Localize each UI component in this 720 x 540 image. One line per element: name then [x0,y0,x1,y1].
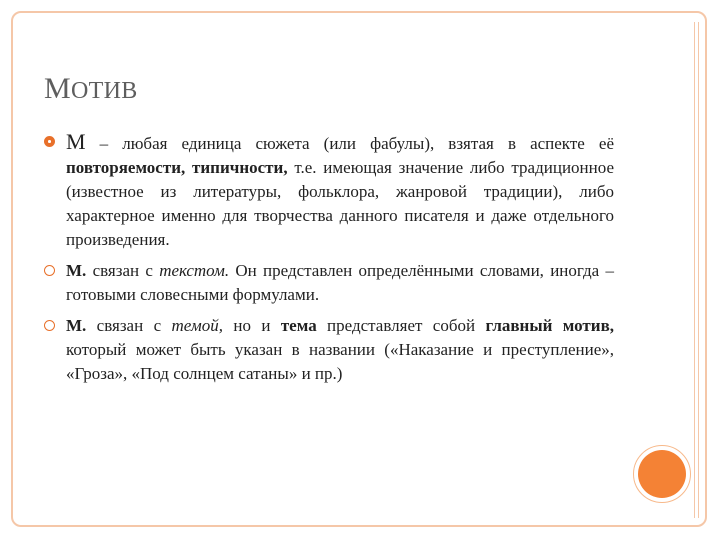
item-text: но и [223,316,281,335]
slide-title-initial: М [44,72,71,105]
item-text: – любая единица сюжета (или фабулы), взятая в аспекте её [85,134,614,153]
item-lead: М. [66,316,87,335]
item-emphasis: повторяемости, типичности, [66,158,288,177]
bullet-item-definition [44,130,614,252]
item-emphasis: главный мотив, [485,316,615,335]
item-emphasis: текстом. [159,261,230,280]
item-emphasis: тема [280,316,317,335]
item-text: связан с [86,316,172,335]
item-text: представляет собой [316,316,486,335]
frame-side-line [698,22,699,518]
decorative-circle-icon [638,450,686,498]
frame-side-line [694,22,695,518]
bullet-item-theme [44,314,614,386]
slide-title-rest: ОТИВ [70,78,138,104]
item-text: т.е. имеющая значение либо традиционное (известное из литературы, фольклора, жанровой традиции), либо характерное именно для творчества данного писателя и даже отдельного произведения. [66,158,614,249]
item-emphasis: темой, [171,316,223,335]
slide-title [44,72,138,106]
item-text: который может быть указан в названии («Наказание и преступление», «Гроза», «Под солнцем сатаны» и пр.) [66,340,614,383]
slide-content [44,130,614,393]
item-lead: М. [66,261,87,280]
bullet-icon [44,265,55,276]
item-lead: М [66,129,86,154]
bullet-icon [44,320,55,331]
item-text: связан с [86,261,160,280]
item-text: Он представлен определёнными словами, иногда – готовыми словесными формулами. [66,261,614,304]
bullet-icon [44,136,55,147]
bullet-item-text [44,259,614,307]
